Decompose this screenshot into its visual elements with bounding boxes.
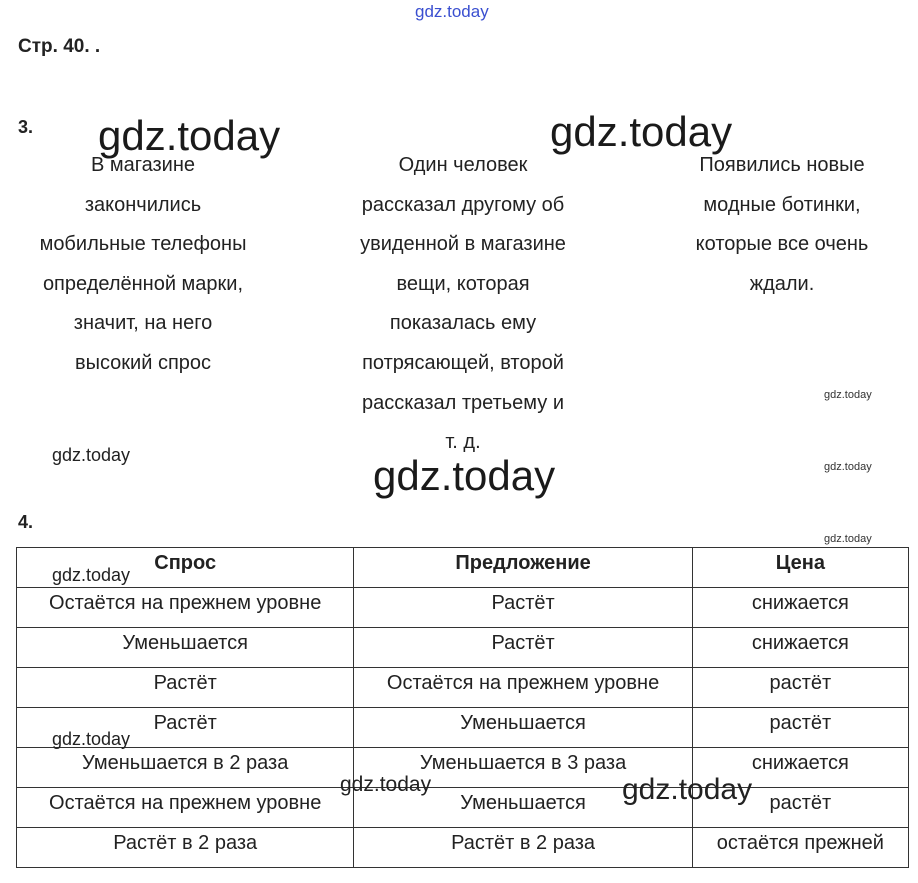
watermark-small: gdz.today xyxy=(824,533,872,545)
watermark-large: gdz.today xyxy=(98,112,281,159)
cell-supply: Растёт xyxy=(354,628,692,668)
text-line: т. д. xyxy=(445,431,481,454)
cell-price: снижается xyxy=(692,588,908,628)
watermark-small: gdz.today xyxy=(824,389,872,401)
cell-demand: Растёт xyxy=(17,708,354,748)
text-line: которые все очень xyxy=(695,233,869,256)
table-row xyxy=(17,628,909,668)
text-line: высокий спрос xyxy=(74,351,212,374)
table-row xyxy=(17,708,909,748)
text-line: определённой марки, xyxy=(42,272,244,295)
table-row xyxy=(17,668,909,708)
text-line: закончились xyxy=(84,193,202,216)
cell-supply: Растёт xyxy=(354,588,692,628)
text-line: модные ботинки, xyxy=(703,193,861,216)
cell-supply: Остаётся на прежнем уровне xyxy=(354,668,692,708)
watermark-medium: gdz.today xyxy=(340,773,432,796)
task-3-number: 3. xyxy=(18,117,34,137)
cell-demand: Остаётся на прежнем уровне xyxy=(17,788,354,828)
task-3-column-3 xyxy=(662,146,902,304)
cell-demand: Уменьшается xyxy=(17,628,354,668)
header-price: Цена xyxy=(692,548,908,588)
cell-price: растёт xyxy=(692,668,908,708)
table-header-row xyxy=(17,548,909,588)
page-title: Стр. 40. . xyxy=(18,36,101,57)
text-line: рассказал третьему и xyxy=(361,391,564,414)
cell-price: снижается xyxy=(692,748,908,788)
task-3-column-2 xyxy=(338,146,588,463)
table-row xyxy=(17,788,909,828)
cell-supply: Растёт в 2 раза xyxy=(354,828,692,868)
text-line: потрясающей, второй xyxy=(362,351,564,374)
header-demand: Спрос xyxy=(17,548,354,588)
text-line: увиденной в магазине xyxy=(360,233,566,256)
text-line: ждали. xyxy=(749,272,815,295)
text-line: В магазине xyxy=(90,154,196,176)
cell-price: растёт xyxy=(692,788,908,828)
header-supply: Предложение xyxy=(354,548,692,588)
task-4-number: 4. xyxy=(18,512,34,532)
supply-demand-table xyxy=(16,547,909,868)
text-line: вещи, которая xyxy=(396,272,530,295)
table-row xyxy=(17,748,909,788)
cell-supply: Уменьшается xyxy=(354,708,692,748)
watermark-medium: gdz.today xyxy=(622,773,753,806)
cell-demand: Растёт xyxy=(17,668,354,708)
cell-supply: Уменьшается в 3 раза xyxy=(354,748,692,788)
watermark-medium: gdz.today xyxy=(52,445,131,465)
text-line: мобильные телефоны xyxy=(39,233,247,256)
watermark-large: gdz.today xyxy=(373,452,556,499)
text-line: Появились новые xyxy=(699,154,865,176)
cell-demand: Уменьшается в 2 раза xyxy=(17,748,354,788)
table-row xyxy=(17,828,909,868)
cell-demand: Остаётся на прежнем уровне xyxy=(17,588,354,628)
watermark-medium: gdz.today xyxy=(52,565,131,585)
task-3-column-1 xyxy=(18,146,268,384)
cell-price: снижается xyxy=(692,628,908,668)
text-line: Один человек xyxy=(398,154,528,176)
cell-supply: Уменьшается xyxy=(354,788,692,828)
cell-price: растёт xyxy=(692,708,908,748)
cell-demand: Растёт в 2 раза xyxy=(17,828,354,868)
watermark-medium: gdz.today xyxy=(52,729,131,749)
watermark-small: gdz.today xyxy=(824,461,872,473)
text-line: рассказал другому об xyxy=(361,193,565,216)
text-line: значит, на него xyxy=(73,312,213,335)
watermark-top: gdz.today xyxy=(415,2,489,21)
table-row xyxy=(17,588,909,628)
text-line: показалась ему xyxy=(389,312,537,335)
watermark-large: gdz.today xyxy=(550,108,733,155)
cell-price: остаётся прежней xyxy=(692,828,908,868)
